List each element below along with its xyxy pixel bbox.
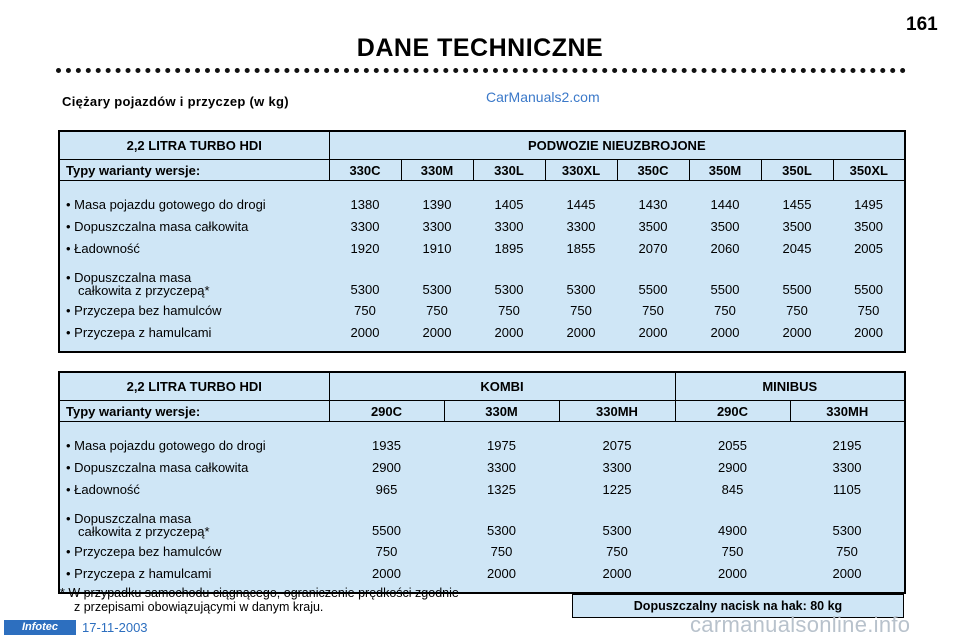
- variant-header: 330M: [444, 401, 559, 422]
- table-row: [59, 434, 905, 456]
- table-cell: 5300: [350, 282, 380, 297]
- table-cell: 1440: [710, 196, 740, 212]
- table-cell: 2005: [854, 240, 883, 256]
- table-cell: 2000: [494, 324, 524, 340]
- row-label-line1: • Dopuszczalna masa: [66, 511, 192, 526]
- table-cell: 2000: [638, 324, 668, 340]
- group-header-minibus: MINIBUS: [675, 372, 905, 401]
- table-cell: 5500: [854, 282, 883, 297]
- table-cell: 1405: [494, 196, 524, 212]
- table-cell: 750: [498, 302, 520, 318]
- variant-header: 350C: [617, 160, 689, 181]
- table-cell: 3300: [494, 218, 524, 234]
- table-cell: 2000: [487, 565, 516, 581]
- variant-header: 330XL: [545, 160, 617, 181]
- table-row: [59, 193, 905, 215]
- table-cell: 3300: [422, 218, 452, 234]
- row-label-line1: • Dopuszczalna masa: [66, 270, 192, 285]
- table-row: [59, 500, 905, 540]
- table-row: [59, 478, 905, 500]
- variant-header: 350M: [689, 160, 761, 181]
- table-cell: 2000: [854, 324, 883, 340]
- weights-table-chassis: [58, 130, 906, 353]
- table-cell: 1455: [782, 196, 812, 212]
- table-cell: 2055: [718, 437, 747, 453]
- row-label: • Ładowność: [66, 481, 140, 497]
- table-cell: 750: [570, 302, 592, 318]
- table-cell: 2045: [782, 240, 812, 256]
- variant-label: Typy warianty wersje:: [59, 401, 329, 422]
- table-cell: 5500: [710, 282, 740, 297]
- table-cell: 750: [642, 302, 664, 318]
- table-cell: 1105: [833, 481, 861, 497]
- table-cell: 5300: [487, 523, 516, 538]
- table-cell: 1855: [566, 240, 596, 256]
- table-cell: 750: [606, 543, 628, 559]
- row-label: • Masa pojazdu gotowego do drogi: [66, 196, 266, 212]
- table-cell: 5300: [494, 282, 524, 297]
- table-cell: 750: [721, 543, 744, 559]
- row-label: • Przyczepa bez hamulców: [66, 543, 222, 559]
- table-cell: 2000: [718, 565, 747, 581]
- table-cell: 750: [490, 543, 513, 559]
- table-cell: 2195: [832, 437, 862, 453]
- table-cell: 5500: [638, 282, 668, 297]
- table-cell: 750: [714, 302, 736, 318]
- page-number: 161: [906, 14, 938, 35]
- table-cell: 3500: [854, 218, 883, 234]
- table-row: [59, 540, 905, 562]
- table-cell: 2070: [638, 240, 668, 256]
- table-cell: 3300: [566, 218, 596, 234]
- row-label: • Dopuszczalna masa całkowita: [66, 218, 249, 234]
- table-row: [59, 237, 905, 259]
- table-cell: 1910: [422, 240, 452, 256]
- table-cell: 2000: [566, 324, 596, 340]
- section-heading: Ciężary pojazdów i przyczep (w kg): [62, 94, 289, 109]
- table-cell: 1935: [372, 437, 401, 453]
- table-cell: 2000: [422, 324, 452, 340]
- table-cell: 750: [836, 543, 858, 559]
- table-cell: 1920: [350, 240, 380, 256]
- row-label: • Przyczepa z hamulcami: [66, 324, 212, 340]
- table-cell: 750: [375, 543, 398, 559]
- row-label: [59, 259, 329, 299]
- table-cell: 5300: [832, 523, 862, 538]
- table-cell: 3300: [832, 459, 862, 475]
- table-cell: 1390: [422, 196, 452, 212]
- table-cell: 1380: [350, 196, 380, 212]
- table-row: [59, 299, 905, 321]
- table-cell: 2900: [718, 459, 747, 475]
- footnote-line2: z przepisami obowiązującymi w danym kraju.: [74, 600, 324, 614]
- variant-label: Typy warianty wersje:: [59, 160, 329, 181]
- table-cell: 3300: [350, 218, 380, 234]
- table-row: [59, 456, 905, 478]
- table-cell: 3500: [638, 218, 668, 234]
- table-cell: 2000: [832, 565, 862, 581]
- variant-header: 330L: [473, 160, 545, 181]
- table-cell: 5500: [782, 282, 812, 297]
- table-row: [59, 259, 905, 299]
- variant-header: 330MH: [790, 401, 905, 422]
- table-cell: 2000: [350, 324, 380, 340]
- table-cell: 5300: [602, 523, 632, 538]
- table-cell: 1430: [638, 196, 668, 212]
- table-cell: 3500: [782, 218, 812, 234]
- group-header: PODWOZIE NIEUZBROJONE: [329, 131, 905, 160]
- row-label-line2: całkowita z przyczepą*: [78, 524, 210, 539]
- table-cell: 1325: [487, 481, 516, 497]
- row-label: • Przyczepa bez hamulców: [66, 302, 222, 318]
- variant-header: 350L: [761, 160, 833, 181]
- tow-hitch-load-box: Dopuszczalny nacisk na hak: 80 kg: [572, 594, 904, 618]
- weights-table-kombi-minibus: [58, 371, 906, 594]
- table-cell: 750: [857, 302, 880, 318]
- table-row: [59, 321, 905, 343]
- table-cell: 4900: [718, 523, 747, 538]
- row-label-line2: całkowita z przyczepą*: [78, 283, 210, 298]
- title-divider: [56, 68, 906, 73]
- row-label: • Ładowność: [66, 240, 140, 256]
- watermark-top: CarManuals2.com: [486, 89, 600, 105]
- footnote: [60, 586, 580, 614]
- page-title: DANE TECHNICZNE: [356, 34, 604, 62]
- table-cell: 3300: [602, 459, 632, 475]
- table-cell: 3300: [487, 459, 516, 475]
- footnote-line1: * W przypadku samochodu ciągnącego, ograniczenie prędkości zgodnie: [60, 586, 459, 600]
- table-cell: 5500: [372, 523, 401, 538]
- infotec-logo: Infotec: [4, 620, 76, 635]
- engine-header: 2,2 LITRA TURBO HDI: [59, 372, 329, 401]
- table-cell: 1495: [854, 196, 883, 212]
- table-row: [59, 215, 905, 237]
- watermark-bottom: carmanualsonline.info: [690, 612, 911, 637]
- table-cell: 2000: [710, 324, 740, 340]
- variant-header: 350XL: [833, 160, 905, 181]
- table-cell: 1445: [566, 196, 596, 212]
- row-label: • Masa pojazdu gotowego do drogi: [66, 437, 266, 453]
- variant-header: 330C: [329, 160, 401, 181]
- row-label: • Przyczepa z hamulcami: [66, 565, 212, 581]
- table-cell: 750: [354, 302, 376, 318]
- table-cell: 1895: [494, 240, 524, 256]
- table-cell: 5300: [422, 282, 452, 297]
- footer-date: 17-11-2003: [82, 620, 148, 635]
- table-cell: 3500: [710, 218, 740, 234]
- table-cell: 2075: [602, 437, 632, 453]
- row-label: [59, 500, 329, 540]
- table-cell: 5300: [566, 282, 596, 297]
- table-row: [59, 562, 905, 584]
- variant-header: 290C: [675, 401, 790, 422]
- table-cell: 2000: [602, 565, 632, 581]
- table-cell: 750: [426, 302, 448, 318]
- table-cell: 2000: [782, 324, 812, 340]
- variant-header: 330MH: [559, 401, 675, 422]
- table-cell: 750: [786, 302, 808, 318]
- group-header-kombi: KOMBI: [329, 372, 675, 401]
- variant-header: 290C: [329, 401, 444, 422]
- table-cell: 1975: [487, 437, 516, 453]
- table-cell: 965: [375, 481, 398, 497]
- table-cell: 2000: [372, 565, 401, 581]
- table-cell: 2900: [372, 459, 401, 475]
- table-cell: 2060: [710, 240, 740, 256]
- engine-header: 2,2 LITRA TURBO HDI: [59, 131, 329, 160]
- table-cell: 845: [721, 481, 744, 497]
- variant-header: 330M: [401, 160, 473, 181]
- table-cell: 1225: [602, 481, 632, 497]
- row-label: • Dopuszczalna masa całkowita: [66, 459, 249, 475]
